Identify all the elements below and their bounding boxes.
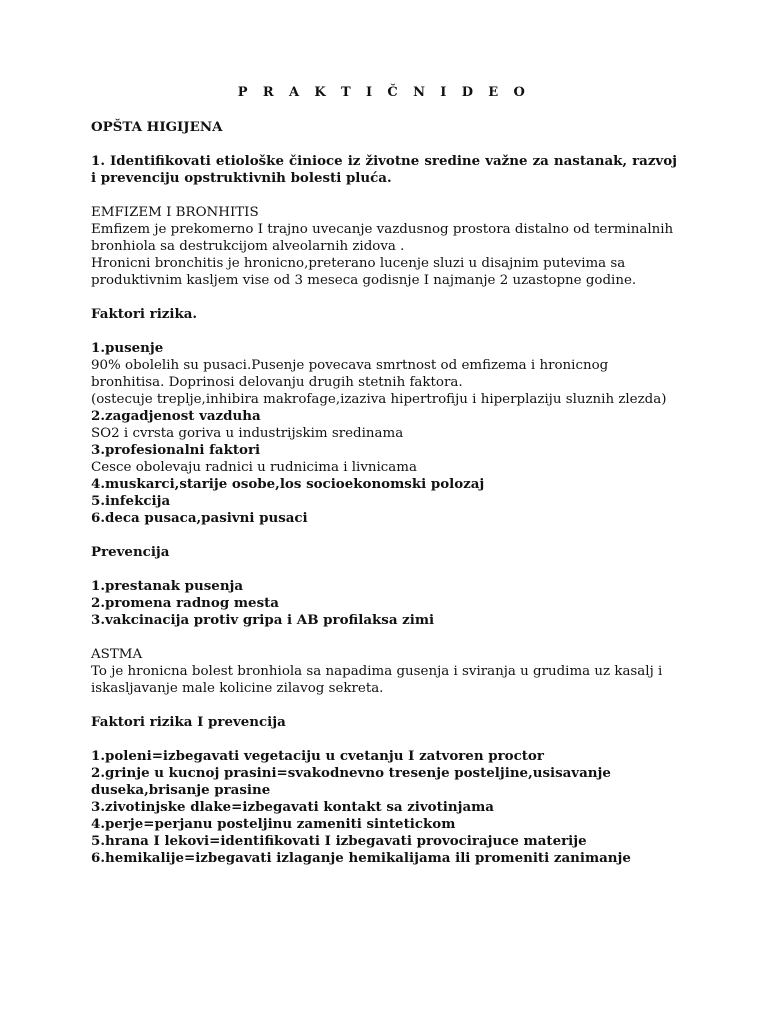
astma-faktor-item: 6.hemikalije=izbegavati izlaganje hemikalijama ili promeniti zanimanje xyxy=(91,850,631,866)
prevencija-item: 1.prestanak pusenja xyxy=(91,578,244,594)
faktor-detail: (ostecuje treplje,inhibira makrofage,izaziva hipertrofiju i hiperplaziju sluznih zlezda) xyxy=(91,392,667,407)
page-title: P R A K T I Č N I D E O xyxy=(237,85,531,100)
astma-faktor-item: 3.zivotinjske dlake=izbegavati kontakt sa zivotinjama xyxy=(91,799,494,815)
emfizem-section xyxy=(91,204,677,289)
astma-heading: ASTMA xyxy=(91,647,143,662)
emfizem-definition: Emfizem je prekomerno I trajno uvecanje vazdusnog prostora distalno od terminalnih bronhiola sa destrukcijom alveolarnih zidova . xyxy=(91,222,674,254)
astma-faktori-list xyxy=(91,748,677,867)
faktor-detail: SO2 i cvrsta goriva u industrijskim sredinama xyxy=(91,426,404,441)
question-text: 1. Identifikovati etiološke činioce iz životne sredine važne za nastanak, razvoj i prevenciju opstruktivnih bolesti pluća. xyxy=(91,153,677,186)
document-page xyxy=(91,84,677,867)
astma-section xyxy=(91,646,677,697)
faktor-item: 5.infekcija xyxy=(91,493,171,509)
astma-faktor-item: 5.hrana I lekovi=identifikovati I izbegavati provocirajuce materije xyxy=(91,833,587,849)
prevencija-list xyxy=(91,578,677,629)
faktor-item: 3.profesionalni faktori xyxy=(91,442,261,458)
faktori-list xyxy=(91,340,677,527)
prevencija-item: 2.promena radnog mesta xyxy=(91,595,279,611)
astma-faktor-item: 4.perje=perjanu posteljinu zameniti sintetickom xyxy=(91,816,456,832)
faktor-item: 6.deca pusaca,pasivni pusaci xyxy=(91,510,308,526)
astma-faktor-item: 1.poleni=izbegavati vegetaciju u cvetanju I zatvoren proctor xyxy=(91,748,544,764)
faktori-heading: Faktori rizika. xyxy=(91,306,198,322)
faktor-detail: 90% obolelih su pusaci.Pusenje povecava smrtnost od emfizema i hronicnog bronhitisa. Doprinosi delovanju drugih stetnih faktora. xyxy=(91,358,609,390)
emfizem-heading: EMFIZEM I BRONHITIS xyxy=(91,205,259,220)
section-heading: OPŠTA HIGIJENA xyxy=(91,119,223,135)
faktor-item: 1.pusenje xyxy=(91,340,164,356)
faktor-item: 2.zagadjenost vazduha xyxy=(91,408,261,424)
faktor-item: 4.muskarci,starije osobe,los socioekonomski polozaj xyxy=(91,476,485,492)
faktor-detail: Cesce obolevaju radnici u rudnicima i livnicama xyxy=(91,460,417,475)
prevencija-heading: Prevencija xyxy=(91,544,170,560)
astma-faktor-item: 2.grinje u kucnoj prasini=svakodnevno tresenje posteljine,usisavanje duseka,brisanje prasine xyxy=(91,765,611,798)
astma-definition: To je hronicna bolest bronhiola sa napadima gusenja i sviranja u grudima uz kasalj i iskasljavanje male kolicine zilavog sekreta. xyxy=(91,664,663,696)
bronchitis-definition: Hronicni bronchitis je hronicno,preterano lucenje sluzi u disajnim putevima sa produktivnim kasljem vise od 3 meseca godisnje I najmanje 2 uzastopne godine. xyxy=(91,256,637,288)
prevencija-item: 3.vakcinacija protiv gripa i AB profilaksa zimi xyxy=(91,612,435,628)
astma-faktori-heading: Faktori rizika I prevencija xyxy=(91,714,286,730)
